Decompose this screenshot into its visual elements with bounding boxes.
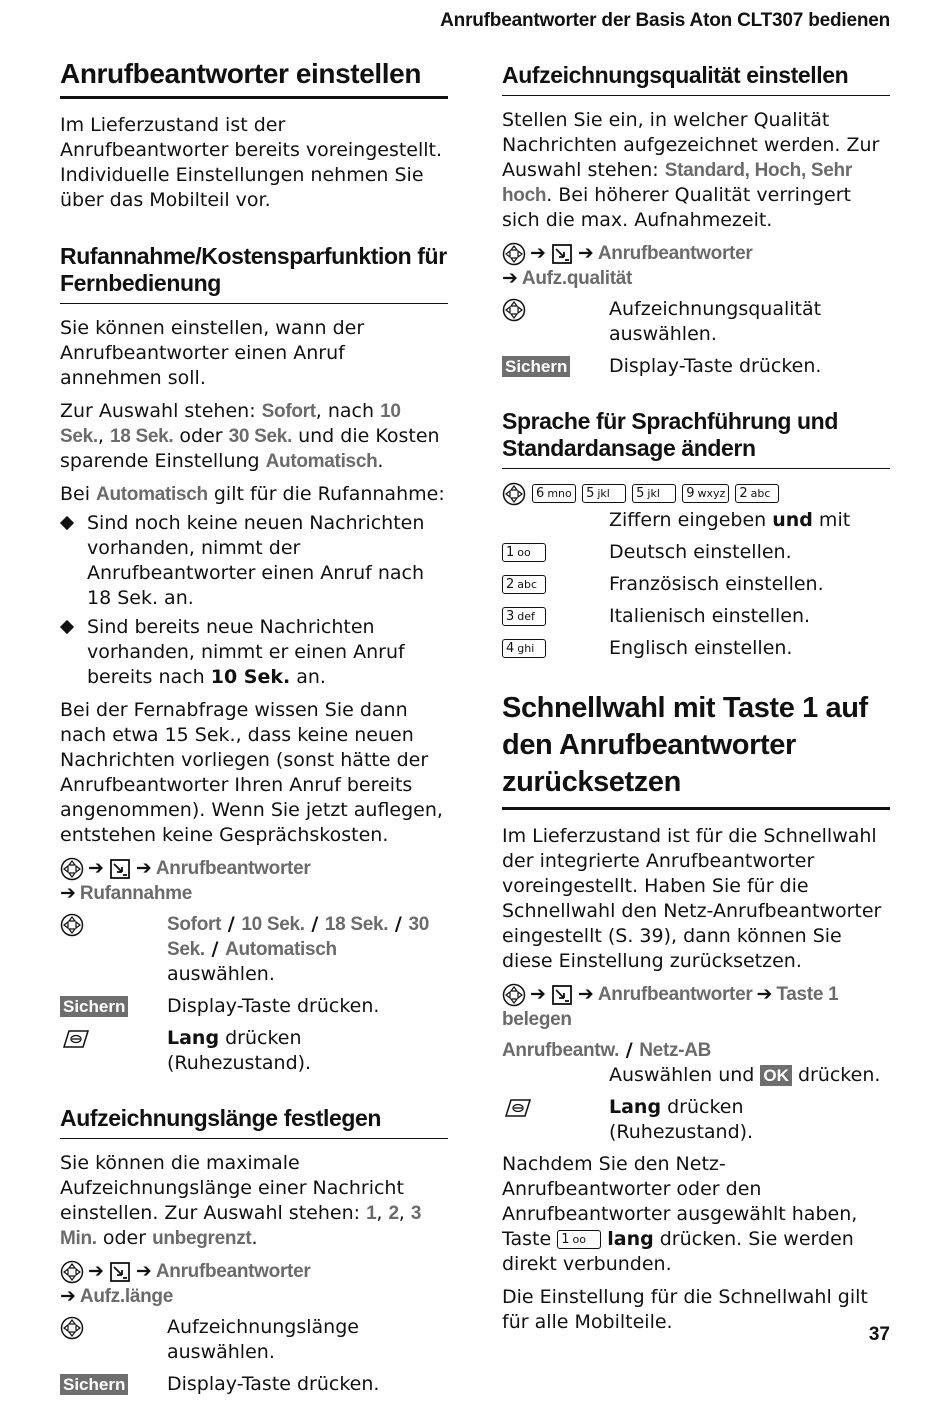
- step-row: Ziffern eingeben und mit: [609, 509, 851, 531]
- arrow-icon: ➔: [60, 1285, 76, 1307]
- page-title: Anrufbeantworter einstellen: [60, 58, 448, 99]
- keypad-key-icon: 9 wxyz: [682, 484, 729, 503]
- step-row: Sichern Display-Taste drücken.: [502, 354, 890, 379]
- rufannahme-paragraph-1: Sie können einstellen, wann der Anrufbeantworter einen Anruf annehmen soll.: [60, 317, 365, 389]
- keypad-key-icon: 5 jkl: [632, 484, 676, 503]
- arrow-icon: ➔: [502, 267, 518, 289]
- qualitaet-paragraph: Stellen Sie ein, in welcher Qualität Nachrichten aufgezeichnet werden. Zur Auswahl stehen: Standard, Hoch, Sehr hoch. Bei höherer Qualität verringert sich die max. Aufnahmezeit.: [502, 109, 880, 231]
- arrow-icon: ➔: [577, 983, 594, 1005]
- rufannahme-paragraph-3: Bei Automatisch gilt für die Rufannahme:: [60, 483, 445, 505]
- arrow-icon: ➔: [577, 242, 594, 264]
- bullet-list: [60, 511, 448, 690]
- list-item: Sind noch keine neuen Nachrichten vorhanden, nimmt der Anrufbeantworter einen Anruf nach 18 Sek. an.: [60, 511, 448, 611]
- step-row: Aufzeichnungsqualität auswählen.: [502, 297, 890, 347]
- schnellwahl-paragraph-1: Im Lieferzustand ist für die Schnellwahl der integrierte Anrufbeantworter voreingestellt. Haben Sie für die Schnellwahl den Netz-Anrufbeantworter eingestellt (S. 39), dann können Sie diese Einstellung zurücksetzen.: [502, 825, 882, 972]
- menu-path-schnellwahl: ➔ ➔ Anrufbeantworter ➔ Taste 1 belegen: [502, 983, 839, 1030]
- keypad-key-icon: 2 abc: [502, 575, 546, 594]
- diamond-bullet-icon: [60, 516, 74, 530]
- step-row: Lang drücken (Ruhezustand).: [60, 1026, 448, 1076]
- control-key-icon: [502, 242, 526, 266]
- arrow-icon: ➔: [530, 983, 546, 1005]
- option-line: Anrufbeantw. / Netz-AB: [502, 1039, 712, 1061]
- sichern-softkey: Sichern: [502, 356, 570, 377]
- arrow-icon: ➔: [135, 857, 152, 879]
- keypad-key-icon: 5 jkl: [582, 484, 626, 503]
- section-title-sprache: Sprache für Sprachführung und Standardansage ändern: [502, 408, 890, 469]
- arrow-icon: ➔: [530, 242, 546, 264]
- arrow-icon: ➔: [756, 983, 773, 1005]
- page-number: 37: [868, 1324, 890, 1345]
- step-row: 2 abc Französisch einstellen.: [502, 572, 890, 597]
- answering-machine-icon: [108, 857, 132, 881]
- menu-path-rufannahme: ➔ ➔ Anrufbeantworter ➔ Rufannahme: [60, 857, 311, 904]
- step-row: Auswählen und OK drücken.: [609, 1064, 881, 1086]
- control-key-icon: [502, 482, 526, 506]
- step-row: 3 def Italienisch einstellen.: [502, 604, 890, 629]
- step-row: Sofort / 10 Sek. / 18 Sek. / 30 Sek. / Automatisch auswählen.: [60, 912, 448, 987]
- sichern-softkey: Sichern: [60, 996, 128, 1017]
- keypad-key-icon: 6 mno: [532, 484, 576, 503]
- answering-machine-icon: [108, 1260, 132, 1284]
- rufannahme-paragraph-2: Zur Auswahl stehen: Sofort, nach 10 Sek., 18 Sek. oder 30 Sek. und die Kosten sparende Einstellung Automatisch.: [60, 400, 440, 472]
- menu-path-aufzeichnungslaenge: ➔ ➔ Anrufbeantworter ➔ Aufz.länge: [60, 1260, 311, 1307]
- section-title-schnellwahl: Schnellwahl mit Taste 1 auf den Anrufbeantworter zurücksetzen: [502, 690, 890, 810]
- aufzeichnungslaenge-paragraph: Sie können die maximale Aufzeichnungslänge einer Nachricht einstellen. Zur Auswahl stehen: 1, 2, 3 Min. oder unbegrenzt.: [60, 1152, 422, 1249]
- step-row: 1 oo Deutsch einstellen.: [502, 540, 890, 565]
- step-row: 4 ghi Englisch einstellen.: [502, 636, 890, 661]
- menu-path-qualitaet: ➔ ➔ Anrufbeantworter ➔ Aufz.qualität: [502, 242, 753, 289]
- section-title-qualitaet: Aufzeichnungsqualität einstellen: [502, 62, 890, 96]
- step-row: Aufzeichnungslänge auswählen.: [60, 1315, 448, 1365]
- keypad-key-icon: 1 oo: [502, 543, 546, 562]
- step-row: Lang drücken (Ruhezustand).: [502, 1095, 890, 1145]
- step-row: Sichern Display-Taste drücken.: [60, 994, 448, 1019]
- schnellwahl-paragraph-3: Die Einstellung für die Schnellwahl gilt für alle Mobilteile.: [502, 1286, 868, 1333]
- intro-paragraph: Im Lieferzustand ist der Anrufbeantworter bereits voreingestellt. Individuelle Einstellungen nehmen Sie über das Mobilteil vor.: [60, 114, 443, 211]
- control-key-icon: [60, 1260, 84, 1284]
- end-call-key-icon: [502, 1096, 532, 1120]
- ok-softkey: OK: [760, 1065, 792, 1086]
- list-item: Sind bereits neue Nachrichten vorhanden, nimmt er einen Anruf bereits nach 10 Sek. an.: [60, 615, 448, 690]
- control-key-icon: [502, 983, 526, 1007]
- section-title-aufzeichnungslaenge: Aufzeichnungslänge festlegen: [60, 1105, 448, 1139]
- rufannahme-paragraph-4: Bei der Fernabfrage wissen Sie dann nach etwa 15 Sek., dass keine neuen Nachrichten vorliegen (sonst hätte der Anrufbeantworter Ihren Anruf bereits angenommen). Wenn Sie jetzt auflegen, entstehen keine Gesprächskosten.: [60, 699, 443, 846]
- keypad-key-icon: 4 ghi: [502, 639, 546, 658]
- answering-machine-icon: [550, 242, 574, 266]
- running-header: Anrufbeantworter der Basis Aton CLT307 bedienen: [440, 10, 890, 31]
- right-column: [502, 62, 890, 1343]
- control-key-icon: [502, 298, 526, 322]
- section-title-rufannahme: Rufannahme/Kostensparfunktion für Fernbedienung: [60, 243, 448, 304]
- control-key-icon: [60, 1316, 84, 1340]
- arrow-icon: ➔: [60, 882, 76, 904]
- keypad-key-icon: 2 abc: [735, 484, 779, 503]
- left-column: [60, 58, 448, 1404]
- schnellwahl-paragraph-2: Nachdem Sie den Netz-Anrufbeantworter oder den Anrufbeantworter ausgewählt haben, Taste 1 oo lang drücken. Sie werden direkt verbunden.: [502, 1153, 858, 1275]
- arrow-icon: ➔: [88, 857, 104, 879]
- key-sequence: [502, 481, 890, 506]
- arrow-icon: ➔: [135, 1260, 152, 1282]
- answering-machine-icon: [550, 983, 574, 1007]
- arrow-icon: ➔: [88, 1260, 104, 1282]
- sichern-softkey: Sichern: [60, 1374, 128, 1395]
- control-key-icon: [60, 913, 84, 937]
- diamond-bullet-icon: [60, 620, 74, 634]
- keypad-key-icon: 3 def: [502, 607, 546, 626]
- end-call-key-icon: [60, 1027, 90, 1051]
- control-key-icon: [60, 857, 84, 881]
- keypad-key-icon: 1 oo: [557, 1230, 601, 1249]
- step-row: Sichern Display-Taste drücken.: [60, 1372, 448, 1397]
